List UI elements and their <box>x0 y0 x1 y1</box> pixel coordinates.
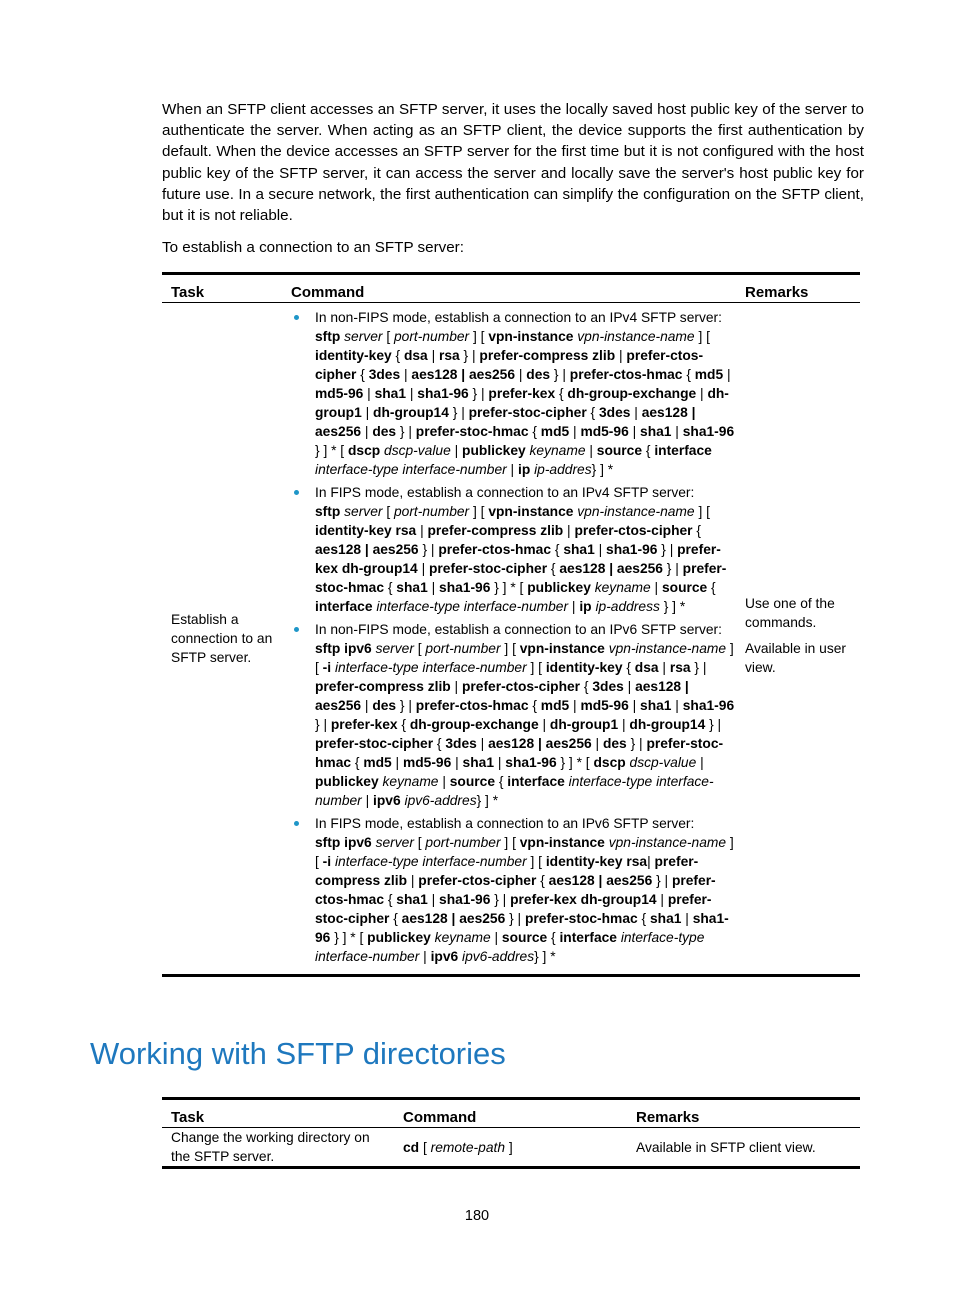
syntax-keyword: identity-key <box>545 660 623 675</box>
syntax-keyword: sftp ipv6 <box>315 641 372 656</box>
header-remarks: Remarks <box>736 274 860 303</box>
header-task: Task <box>162 1099 394 1128</box>
command-option <box>291 620 736 810</box>
syntax-text: | <box>656 892 668 907</box>
syntax-text: } | <box>662 561 683 576</box>
syntax-text: } ] * <box>534 949 556 964</box>
sftp-connection-table <box>162 272 860 977</box>
syntax-text: { <box>580 679 593 694</box>
syntax-keyword: prefer-ctos-cipher <box>574 523 693 538</box>
syntax-keyword: dh-group14 <box>373 405 449 420</box>
syntax-text: } | <box>505 911 525 926</box>
syntax-keyword: interface <box>315 599 373 614</box>
remark-text: Available in user view. <box>745 640 846 675</box>
syntax-argument: vpn-instance-name <box>577 329 695 344</box>
syntax-text: ] [ <box>315 641 734 675</box>
syntax-text: { <box>692 523 702 538</box>
syntax-text: { <box>397 717 410 732</box>
syntax-keyword: 3des <box>445 736 477 751</box>
syntax-text: [ <box>382 329 394 344</box>
syntax-argument: vpn-instance-name <box>608 835 727 850</box>
syntax-keyword: 3des <box>368 367 401 382</box>
remarks-cell: Available in SFTP client view. <box>627 1128 860 1168</box>
syntax-keyword: sha1-96 <box>439 892 491 907</box>
header-command: Command <box>394 1099 627 1128</box>
syntax-keyword: publickey <box>462 443 526 458</box>
syntax-keyword: prefer-stoc-cipher <box>429 561 548 576</box>
syntax-keyword: identity-key rsa <box>315 523 417 538</box>
syntax-argument: interface-type interface-number <box>315 462 507 477</box>
syntax-keyword: -i <box>322 660 332 675</box>
syntax-keyword: sha1 <box>396 892 428 907</box>
syntax-keyword: publickey <box>527 580 591 595</box>
syntax-keyword: prefer-ctos-hmac <box>438 542 552 557</box>
syntax-text: | <box>506 462 518 477</box>
syntax-text: { <box>547 930 560 945</box>
syntax-argument: server <box>375 835 414 850</box>
syntax-keyword: sftp <box>315 329 341 344</box>
syntax-keyword: prefer-stoc-cipher <box>315 736 434 751</box>
syntax-text: ] [ <box>469 329 489 344</box>
syntax-text: | <box>416 523 428 538</box>
syntax-text: } | <box>459 348 480 363</box>
syntax-text: | <box>406 386 418 401</box>
syntax-text: | <box>427 892 440 907</box>
syntax-keyword: dsa <box>403 348 428 363</box>
syntax-argument: keyname <box>434 930 491 945</box>
syntax-text: { <box>391 348 404 363</box>
command-syntax <box>315 502 736 616</box>
syntax-argument: ip-address <box>595 599 660 614</box>
syntax-text: | <box>400 367 412 382</box>
syntax-keyword: prefer-kex dh-group14 <box>315 542 721 576</box>
syntax-text: | <box>585 443 597 458</box>
syntax-keyword: prefer-stoc-hmac <box>315 736 724 770</box>
syntax-text: { <box>384 892 397 907</box>
syntax-text: | <box>361 424 373 439</box>
syntax-text: } ] * <box>591 462 614 477</box>
syntax-text: | <box>568 599 580 614</box>
syntax-text: | <box>363 386 375 401</box>
syntax-keyword: prefer-ctos-cipher <box>315 348 704 382</box>
syntax-text: } | <box>490 892 511 907</box>
syntax-argument: vpn-instance-name <box>608 641 727 656</box>
syntax-text: | <box>438 774 450 789</box>
syntax-keyword: aes128 | aes256 <box>488 736 592 751</box>
section-heading: Working with SFTP directories <box>90 1036 506 1071</box>
syntax-keyword: ipv6 <box>430 949 459 964</box>
syntax-argument: port-number <box>393 504 470 519</box>
syntax-keyword: des <box>372 698 397 713</box>
task-cell: Establish a connection to an SFTP server. <box>162 303 282 976</box>
syntax-keyword: sftp <box>315 504 341 519</box>
syntax-text: } | <box>626 736 647 751</box>
syntax-keyword: sha1 <box>374 386 407 401</box>
syntax-text: ] [ <box>694 329 710 344</box>
syntax-keyword: md5-96 <box>315 386 364 401</box>
syntax-text: } | <box>652 873 672 888</box>
sftp-directory-table <box>162 1097 860 1169</box>
syntax-keyword: prefer-compress zlib <box>315 679 451 694</box>
syntax-keyword: vpn-instance <box>519 835 605 850</box>
syntax-text: { <box>555 386 568 401</box>
syntax-text: { <box>389 911 402 926</box>
syntax-keyword: md5-96 <box>580 698 629 713</box>
syntax-keyword: prefer-kex <box>330 717 398 732</box>
syntax-text: ] [ <box>469 504 489 519</box>
syntax-text: { <box>586 405 599 420</box>
syntax-keyword: prefer-compress zlib <box>479 348 616 363</box>
syntax-text: | <box>671 424 683 439</box>
syntax-text: { <box>707 580 716 595</box>
syntax-keyword: md5-96 <box>402 755 452 770</box>
syntax-keyword: sha1 <box>563 542 595 557</box>
syntax-text: ] [ <box>315 835 734 869</box>
syntax-keyword: aes128 | aes256 <box>411 367 516 382</box>
header-remarks: Remarks <box>627 1099 860 1128</box>
syntax-text: { <box>351 755 364 770</box>
option-intro: In FIPS mode, establish a connection to an IPv6 SFTP server: <box>315 816 695 831</box>
task-cell: Change the working directory on the SFTP server. <box>162 1128 394 1168</box>
syntax-text: } | <box>418 542 439 557</box>
syntax-keyword: aes128 | aes256 <box>548 873 653 888</box>
syntax-keyword: interface <box>654 443 712 458</box>
syntax-keyword: interface <box>559 930 617 945</box>
syntax-text: | <box>591 736 603 751</box>
syntax-text: | <box>391 755 403 770</box>
syntax-text: | <box>361 793 374 808</box>
syntax-keyword: dscp <box>347 443 381 458</box>
syntax-text: | <box>630 405 642 420</box>
syntax-argument: interface-type interface-number <box>315 930 705 964</box>
syntax-keyword: des <box>372 424 397 439</box>
syntax-keyword: sha1-96 <box>417 386 469 401</box>
syntax-text: { <box>536 873 549 888</box>
syntax-keyword: source <box>661 580 708 595</box>
syntax-argument: dscp-value <box>629 755 697 770</box>
syntax-text: } ] * <box>659 599 686 614</box>
syntax-argument: port-number <box>425 835 501 850</box>
header-task: Task <box>162 274 282 303</box>
syntax-keyword: sha1 <box>462 755 494 770</box>
syntax-keyword: rsa <box>669 660 691 675</box>
syntax-text: | <box>490 930 502 945</box>
header-command: Command <box>282 274 736 303</box>
syntax-argument: dscp-value <box>384 443 451 458</box>
syntax-keyword: sha1-96 <box>505 755 557 770</box>
syntax-text: { <box>528 698 541 713</box>
command-syntax <box>315 639 736 810</box>
syntax-text: | <box>361 405 374 420</box>
syntax-text: ] [ <box>526 660 546 675</box>
syntax-keyword: prefer-ctos-hmac <box>415 698 529 713</box>
command-cell <box>394 1128 627 1168</box>
syntax-text: { <box>642 443 655 458</box>
syntax-argument: interface-type interface-number <box>334 660 527 675</box>
syntax-text: } ] * [ <box>315 443 348 458</box>
syntax-text: | <box>563 523 575 538</box>
syntax-keyword: md5 <box>694 367 724 382</box>
syntax-keyword: prefer-compress zlib <box>427 523 564 538</box>
syntax-keyword: interface <box>507 774 565 789</box>
syntax-text: { <box>622 660 635 675</box>
syntax-text: | <box>681 911 693 926</box>
syntax-keyword: prefer-stoc-cipher <box>315 892 712 926</box>
syntax-keyword: sha1-96 <box>315 911 729 945</box>
syntax-argument: server <box>375 641 414 656</box>
syntax-text: { <box>682 367 695 382</box>
command-argument: remote-path <box>430 1139 505 1155</box>
syntax-text: | <box>538 717 550 732</box>
syntax-text: } ] * <box>476 793 499 808</box>
table-header-row <box>162 1099 860 1128</box>
syntax-text: | <box>650 580 662 595</box>
syntax-argument: port-number <box>393 329 470 344</box>
syntax-text: | <box>450 679 462 694</box>
syntax-text: | <box>419 949 431 964</box>
syntax-text: | <box>696 755 704 770</box>
option-intro: In non-FIPS mode, establish a connection to an IPv6 SFTP server: <box>315 622 722 637</box>
syntax-keyword: sha1 <box>649 911 682 926</box>
syntax-argument: port-number <box>425 641 501 656</box>
syntax-keyword: dh-group-exchange <box>409 717 539 732</box>
syntax-keyword: aes128 | aes256 <box>315 405 696 439</box>
syntax-keyword: prefer-ctos-cipher <box>418 873 537 888</box>
syntax-keyword: publickey <box>367 930 431 945</box>
syntax-text: ] [ <box>526 854 546 869</box>
syntax-text: } ] * [ <box>556 755 594 770</box>
intro-paragraph: When an SFTP client accesses an SFTP server, it uses the locally saved host public key of the server to authenticate the server. When acting as an SFTP client, the device supports the first authentication by default. When the device accesses an SFTP server for the first time but it is not configured with the host public key of the SFTP server, it can access the server and locally save the server's host public key for future use. In a secure network, the first authentication can simplify the configuration on the SFTP client, but it is not reliable. <box>162 101 864 225</box>
syntax-text: { <box>528 424 541 439</box>
syntax-text: | <box>647 854 655 869</box>
command-bracket-open: [ <box>419 1139 431 1155</box>
syntax-keyword: dscp <box>593 755 626 770</box>
command-bracket-close: ] <box>505 1139 513 1155</box>
syntax-keyword: ipv6 <box>373 793 401 808</box>
syntax-text: } | <box>705 717 722 732</box>
syntax-keyword: sha1-96 <box>682 424 735 439</box>
syntax-keyword: -i <box>322 854 332 869</box>
syntax-keyword: prefer-ctos-hmac <box>315 873 716 907</box>
syntax-text: | <box>569 424 581 439</box>
syntax-keyword: identity-key <box>315 348 392 363</box>
syntax-keyword: aes128 | aes256 <box>401 911 506 926</box>
syntax-keyword: sha1 <box>396 580 428 595</box>
syntax-argument: keyname <box>529 443 586 458</box>
syntax-text: | <box>515 367 527 382</box>
syntax-text: | <box>476 736 489 751</box>
syntax-argument: server <box>344 329 383 344</box>
syntax-keyword: dh-group1 <box>549 717 619 732</box>
syntax-keyword: ip <box>579 599 592 614</box>
table-row <box>162 1128 860 1168</box>
syntax-keyword: rsa <box>439 348 460 363</box>
syntax-text: | <box>427 580 440 595</box>
remarks-cell <box>736 303 860 976</box>
syntax-argument: ip-addres <box>534 462 592 477</box>
syntax-text: | <box>628 698 641 713</box>
syntax-keyword: sftp ipv6 <box>315 835 372 850</box>
syntax-keyword: prefer-ctos-cipher <box>461 679 581 694</box>
syntax-text: | <box>628 424 641 439</box>
syntax-text: { <box>495 774 508 789</box>
syntax-argument: ipv6-addres <box>404 793 477 808</box>
syntax-keyword: 3des <box>598 405 631 420</box>
syntax-text: { <box>547 561 560 576</box>
syntax-text: | <box>615 348 627 363</box>
syntax-keyword: dh-group14 <box>629 717 706 732</box>
syntax-keyword: prefer-stoc-hmac <box>315 561 727 595</box>
syntax-text: { <box>551 542 564 557</box>
syntax-text: | <box>618 717 630 732</box>
syntax-text: } | <box>315 717 331 732</box>
syntax-argument: interface-type interface-number <box>315 774 714 808</box>
syntax-text: | <box>658 660 670 675</box>
syntax-keyword: publickey <box>315 774 379 789</box>
syntax-text: } ] * [ <box>490 580 528 595</box>
syntax-text: } | <box>690 660 707 675</box>
syntax-keyword: identity-key rsa <box>545 854 648 869</box>
syntax-argument: interface-type interface-number <box>334 854 527 869</box>
syntax-text: | <box>671 698 683 713</box>
syntax-keyword: ip <box>517 462 531 477</box>
syntax-text: [ <box>382 504 394 519</box>
syntax-argument: server <box>344 504 383 519</box>
table-row <box>162 303 860 976</box>
syntax-keyword: dsa <box>634 660 659 675</box>
syntax-text: [ <box>413 641 426 656</box>
syntax-text: | <box>569 698 581 713</box>
lead-sentence: To establish a connection to an SFTP server: <box>162 239 464 256</box>
syntax-text: | <box>451 755 463 770</box>
syntax-keyword: sha1-96 <box>682 698 735 713</box>
syntax-text: | <box>450 443 463 458</box>
syntax-text: { <box>637 911 650 926</box>
syntax-text: | <box>723 367 731 382</box>
syntax-text: | <box>417 561 429 576</box>
syntax-keyword: source <box>596 443 643 458</box>
syntax-text: } ] * [ <box>330 930 368 945</box>
syntax-argument: keyname <box>382 774 439 789</box>
syntax-text: ] [ <box>500 641 520 656</box>
syntax-keyword: md5 <box>363 755 392 770</box>
syntax-text: { <box>356 367 369 382</box>
table-header-row <box>162 274 860 303</box>
syntax-text: | <box>696 386 708 401</box>
syntax-keyword: md5-96 <box>580 424 629 439</box>
syntax-keyword: aes128 | aes256 <box>315 679 689 713</box>
syntax-text: | <box>427 348 439 363</box>
command-option <box>291 308 736 479</box>
option-intro: In FIPS mode, establish a connection to an IPv4 SFTP server: <box>315 485 695 500</box>
remark-text: Use one of the commands. <box>745 595 835 630</box>
syntax-argument: vpn-instance-name <box>577 504 695 519</box>
syntax-keyword: prefer-kex <box>488 386 556 401</box>
syntax-keyword: prefer-stoc-cipher <box>468 405 587 420</box>
syntax-keyword: aes128 | aes256 <box>315 542 419 557</box>
syntax-keyword: prefer-stoc-hmac <box>524 911 638 926</box>
syntax-text: ] [ <box>500 835 520 850</box>
syntax-keyword: dh-group-exchange <box>567 386 697 401</box>
syntax-keyword: prefer-stoc-hmac <box>415 424 529 439</box>
command-keyword: cd <box>403 1139 420 1155</box>
syntax-text: } | <box>657 542 678 557</box>
syntax-keyword: source <box>449 774 495 789</box>
syntax-argument: interface-type interface-number <box>376 599 569 614</box>
syntax-keyword: sha1-96 <box>606 542 658 557</box>
command-options-list <box>291 308 736 966</box>
syntax-text: { <box>384 580 397 595</box>
syntax-text: ] [ <box>694 504 710 519</box>
syntax-argument: ipv6-addres <box>462 949 535 964</box>
syntax-text: } | <box>448 405 469 420</box>
syntax-text: } | <box>468 386 489 401</box>
syntax-keyword: source <box>501 930 548 945</box>
syntax-keyword: md5 <box>540 424 570 439</box>
syntax-keyword: prefer-ctos-hmac <box>569 367 683 382</box>
page-number: 180 <box>464 1208 490 1224</box>
command-cell <box>282 303 736 976</box>
command-syntax <box>315 833 736 966</box>
syntax-argument: keyname <box>594 580 651 595</box>
option-intro: In non-FIPS mode, establish a connection to an IPv4 SFTP server: <box>315 310 722 325</box>
syntax-keyword: des <box>602 736 627 751</box>
syntax-text: } | <box>550 367 570 382</box>
syntax-keyword: vpn-instance <box>488 329 574 344</box>
syntax-keyword: vpn-instance <box>519 641 605 656</box>
syntax-keyword: dh-group1 <box>315 386 729 420</box>
syntax-text: | <box>594 542 607 557</box>
syntax-text: [ <box>413 835 426 850</box>
syntax-keyword: 3des <box>592 679 624 694</box>
syntax-keyword: prefer-compress zlib <box>315 854 699 888</box>
syntax-text: { <box>433 736 446 751</box>
syntax-text: } | <box>396 424 416 439</box>
syntax-keyword: aes128 | aes256 <box>559 561 663 576</box>
command-option <box>291 814 736 966</box>
syntax-keyword: md5 <box>540 698 570 713</box>
syntax-keyword: sha1 <box>640 424 672 439</box>
syntax-text: | <box>494 755 506 770</box>
syntax-text: | <box>623 679 636 694</box>
syntax-keyword: des <box>526 367 551 382</box>
syntax-text: | <box>361 698 373 713</box>
command-syntax <box>315 327 736 479</box>
syntax-text: | <box>407 873 419 888</box>
command-option <box>291 483 736 616</box>
syntax-keyword: sha1-96 <box>439 580 491 595</box>
syntax-keyword: vpn-instance <box>488 504 574 519</box>
syntax-keyword: sha1 <box>640 698 672 713</box>
syntax-keyword: prefer-kex dh-group14 <box>510 892 657 907</box>
syntax-text: } | <box>396 698 416 713</box>
